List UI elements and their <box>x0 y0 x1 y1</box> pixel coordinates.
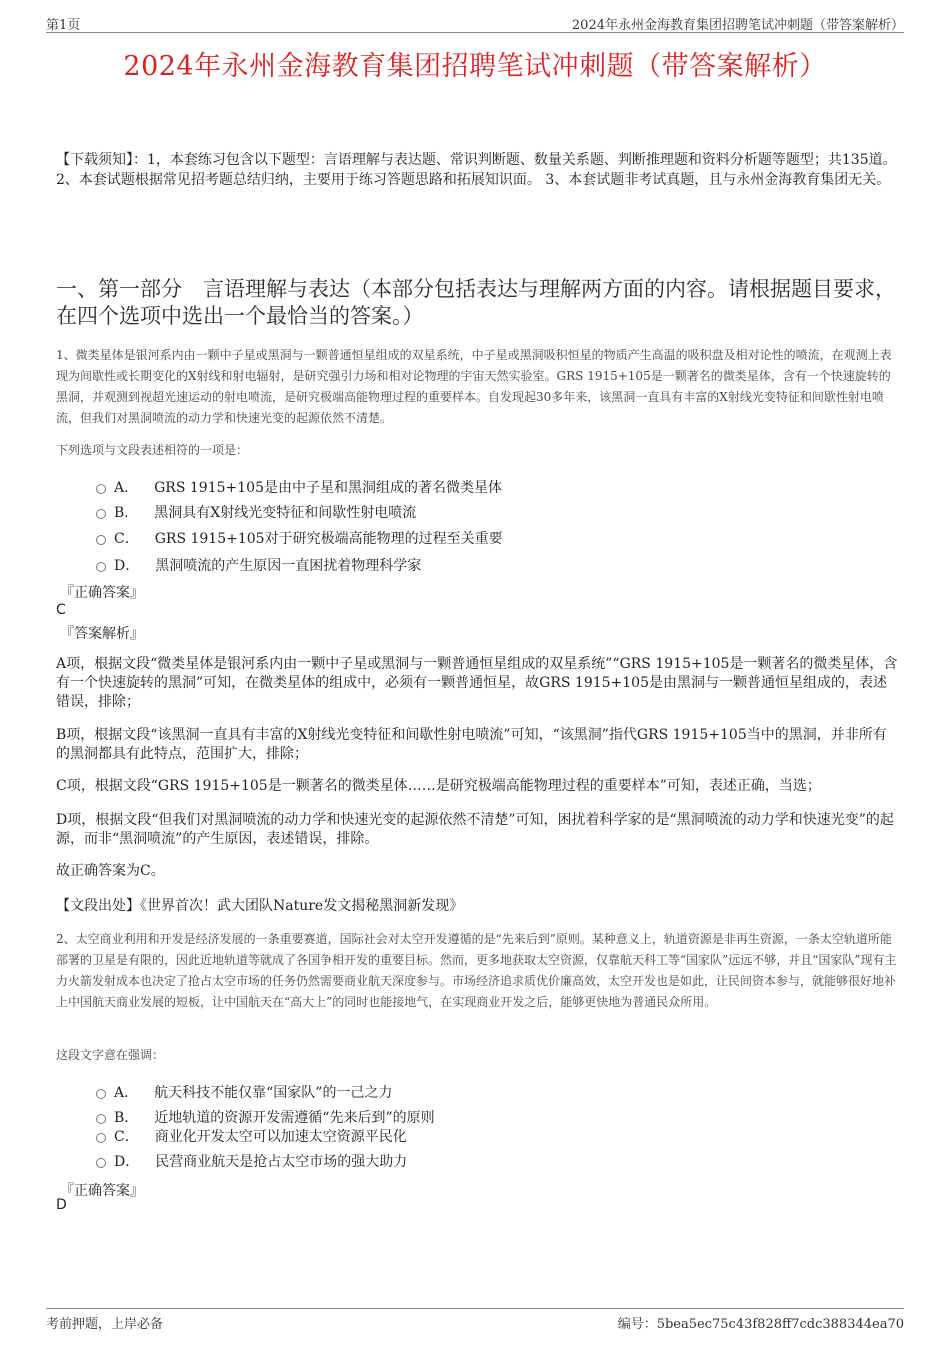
radio-icon[interactable] <box>96 1089 106 1099</box>
option-letter: A． <box>114 1085 139 1101</box>
question-2-option-d[interactable] <box>96 1151 407 1171</box>
explanation-conclusion: 故正确答案为C。 <box>56 863 165 879</box>
footer-divider <box>46 1308 904 1309</box>
option-text: 民营商业航天是抢占太空市场的强大助力 <box>155 1154 408 1170</box>
answer-heading: 『正确答案』 <box>60 585 144 601</box>
option-letter: C． <box>114 1129 139 1145</box>
radio-icon[interactable] <box>96 1133 106 1143</box>
radio-icon[interactable] <box>96 1114 106 1124</box>
question-1-prompt: 下列选项与文段表述相符的一项是： <box>56 443 249 457</box>
explanation-c: C项，根据文段“GRS 1915+105是一颗著名的微类星体……是研究极端高能物理过程的重要样本”可知，表述正确，当选； <box>56 778 821 794</box>
question-1-option-d[interactable] <box>96 555 421 575</box>
explanation-source: 【文段出处】《世界首次！武大团队Nature发文揭秘黑洞新发现》 <box>56 898 464 914</box>
explanation-b: B项，根据文段“该黑洞一直具有丰富的X射线光变特征和间歇性射电喷流”可知，“该黑洞”指代GRS 1915+105当中的黑洞，并非所有的黑洞都具有此特点，范围扩大，排除； <box>56 727 887 762</box>
download-notice: 【下载须知】：1，本套练习包含以下题型：言语理解与表达题、常识判断题、数量关系题、判断推理题和资料分析题等题型；共135道。 2、本套试题根据常见招考题总结归纳，主要用于练习答题思路和拓展知识面。 3、本套试题非考试真题，且与永州金海教育集团无关。 <box>56 152 897 188</box>
option-text: GRS 1915+105是由中子星和黑洞组成的著名微类星体 <box>154 480 502 496</box>
option-letter: A． <box>114 480 139 496</box>
option-text: 商业化开发太空可以加速太空资源平民化 <box>154 1129 407 1145</box>
option-text: 近地轨道的资源开发需遵循“先来后到”的原则 <box>154 1110 435 1126</box>
page-title: 2024年永州金海教育集团招聘笔试冲刺题（带答案解析） <box>123 51 827 82</box>
header-divider <box>46 32 904 33</box>
question-2-option-c[interactable] <box>96 1126 407 1146</box>
answer-value: D <box>56 1197 67 1213</box>
option-text: 黑洞喷流的产生原因一直困扰着物理科学家 <box>155 558 422 574</box>
footer-slogan: 考前押题，上岸必备 <box>46 1317 164 1332</box>
header-doc-title: 2024年永州金海教育集团招聘笔试冲刺题（带答案解析） <box>571 18 904 33</box>
option-letter: C． <box>114 531 139 547</box>
question-1-option-a[interactable] <box>96 477 502 497</box>
question-2-option-a[interactable] <box>96 1082 392 1102</box>
radio-icon[interactable] <box>96 562 106 572</box>
question-2-prompt: 这段文字意在强调： <box>56 1048 165 1062</box>
radio-icon[interactable] <box>96 509 106 519</box>
explanation-d: D项，根据文段“但我们对黑洞喷流的动力学和快速光变的起源依然不清楚”可知，困扰着科学家的是“黑洞喷流的动力学和快速光变”的起源，而非“黑洞喷流”的产生原因，表述错误，排除。 <box>56 812 894 847</box>
option-text: 黑洞具有X射线光变特征和间歇性射电喷流 <box>154 505 417 521</box>
answer-heading: 『正确答案』 <box>60 1183 144 1199</box>
option-letter: D． <box>114 558 140 574</box>
question-1-option-b[interactable] <box>96 502 416 522</box>
question-1-option-c[interactable] <box>96 528 503 548</box>
option-text: 航天科技不能仅靠“国家队”的一己之力 <box>154 1085 393 1101</box>
option-text: GRS 1915+105对于研究极端高能物理的过程至关重要 <box>154 531 503 547</box>
explanation-heading: 『答案解析』 <box>60 626 144 642</box>
question-2-passage: 2、太空商业利用和开发是经济发展的一条重要赛道，国际社会对太空开发遵循的是“先来后到”原则。某种意义上，轨道资源是非再生资源，一条太空轨道所能部署的卫星是有限的，因此近地轨道等就成了各国争相开发的重要目标。然而，更多地获取太空资源，仅靠航天科工等“国家队”远远不够，并且“国家队”现有主力火箭发射成本也决定了抢占太空市场的任务仍然需要商业航天深度参与。市场经济追求质优价廉高效，太空开发也是如此，让民间资本参与，就能够很好地补上中国航天商业发展的短板，让中国航天在“高大上”的同时也能接地气，在实现商业开发之后，能够更快地为普通民众所用。 <box>56 932 897 1009</box>
option-letter: D． <box>114 1154 140 1170</box>
explanation-a: A项，根据文段“微类星体是银河系内由一颗中子星或黑洞与一颗普通恒星组成的双星系统”“GRS 1915+105是一颗著名的微类星体，含有一个快速旋转的黑洞”可知，在微类星体的组成中，必须有一颗普通恒星，故GRS 1915+105是由黑洞与一颗普通恒星组成的，表述错误，排除； <box>56 656 898 710</box>
option-letter: B． <box>114 1110 139 1126</box>
option-letter: B． <box>114 505 139 521</box>
question-2-option-b[interactable] <box>96 1107 435 1127</box>
page-number: 第1页 <box>46 18 81 33</box>
question-1-passage: 1、微类星体是银河系内由一颗中子星或黑洞与一颗普通恒星组成的双星系统，中子星或黑洞吸积恒星的物质产生高温的吸积盘及相对论性的喷流，在观测上表现为间歇性或长期变化的X射线和射电辐射，是研究强引力场和相对论物理的宇宙天然实验室。GRS 1915+105是一颗著名的微类星体，含有一个快速旋转的黑洞，并观测到视超光速运动的射电喷流，是研究极端高能物理过程的重要样本。自发现起30多年来，该黑洞一直具有丰富的X射线光变特征和间歇性射电喷流，但我们对黑洞喷流的动力学和快速光变的起源依然不清楚。 <box>56 348 892 425</box>
section-heading: 一、第一部分 言语理解与表达（本部分包括表达与理解两方面的内容。请根据题目要求，在四个选项中选出一个最恰当的答案。） <box>56 277 896 328</box>
footer-code: 编号：5bea5ec75c43f828ff7cdc388344ea70 <box>617 1317 904 1332</box>
radio-icon[interactable] <box>96 484 106 494</box>
answer-value: C <box>56 602 66 618</box>
radio-icon[interactable] <box>96 535 106 545</box>
radio-icon[interactable] <box>96 1158 106 1168</box>
